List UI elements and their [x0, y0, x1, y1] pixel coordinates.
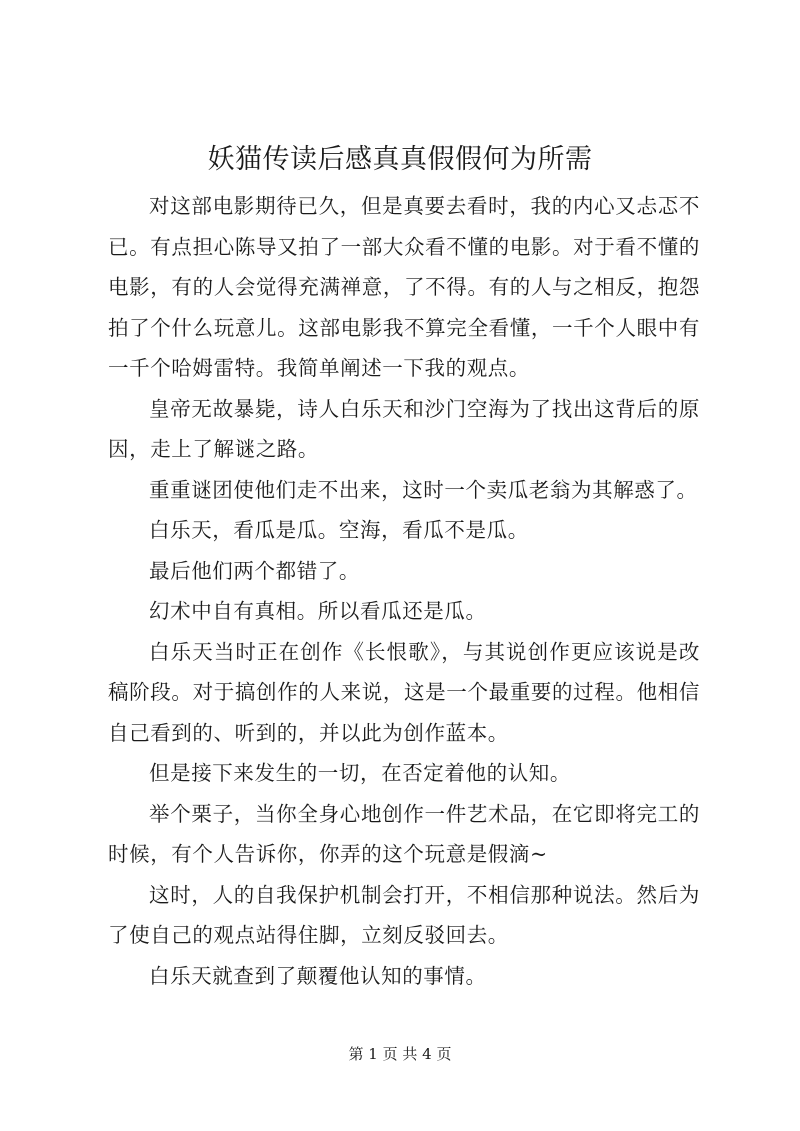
paragraph: 重重谜团使他们走不出来，这时一个卖瓜老翁为其解惑了。 [149, 477, 698, 502]
paragraph: 皇帝无故暴毙，诗人白乐天和沙门空海为了找出这背后的原因，走上了解谜之路。 [108, 396, 700, 461]
page-footer: 第 1 页 共 4 页 [348, 1045, 452, 1063]
document-title: 妖猫传读后感真真假假何为所需 [207, 144, 593, 175]
paragraph: 白乐天当时正在创作《长恨歌》，与其说创作更应该说是改稿阶段。对于搞创作的人来说，这是一个最重要的过程。他相信自己看到的、听到的，并以此为创作蓝本。 [108, 639, 700, 745]
paragraph: 幻术中自有真相。所以看瓜还是瓜。 [149, 599, 487, 623]
paragraph: 对这部电影期待已久，但是真要去看时，我的内心又忐忑不已。有点担心陈导又拍了一部大众看不懂的电影。对于看不懂的电影，有的人会觉得充满禅意，了不得。有的人与之相反，抱怨拍了个什么玩意儿。这部电影我不算完全看懂，一千个人眼中有一千个哈姆雷特。我简单阐述一下我的观点。 [108, 194, 700, 380]
paragraph: 举个栗子，当你全身心地创作一件艺术品，在它即将完工的时候，有个人告诉你，你弄的这个玩意是假滴~ [108, 801, 700, 866]
document-body [108, 186, 700, 996]
paragraph: 但是接下来发生的一切，在否定着他的认知。 [149, 761, 571, 785]
paragraph: 这时，人的自我保护机制会打开，不相信那种说法。然后为了使自己的观点站得住脚，立刻反驳回去。 [108, 882, 700, 947]
paragraph: 白乐天，看瓜是瓜。空海，看瓜不是瓜。 [149, 518, 529, 542]
paragraph: 最后他们两个都错了。 [149, 558, 360, 583]
paragraph: 白乐天就查到了颠覆他认知的事情。 [149, 963, 487, 988]
